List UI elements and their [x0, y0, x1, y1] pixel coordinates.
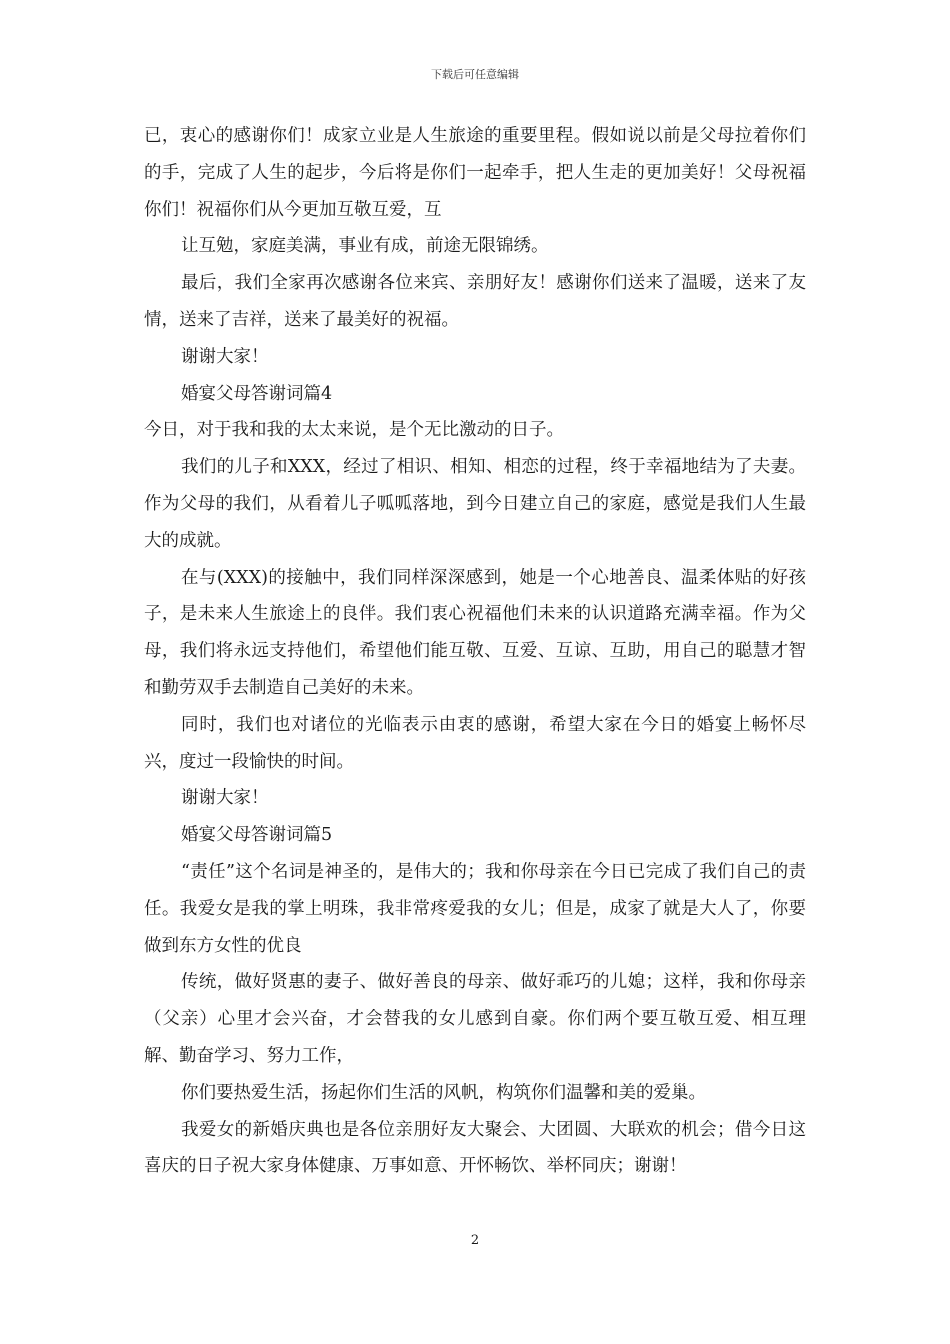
paragraph: 传统，做好贤惠的妻子、做好善良的母亲、做好乖巧的儿媳；这样，我和你母亲（父亲）心里才会兴奋，才会替我的女儿感到自豪。你们两个要互敬互爱、相互理解、勤奋学习、努力工作，	[144, 972, 806, 1066]
paragraph: 你们要热爱生活，扬起你们生活的风帆，构筑你们温馨和美的爱巢。	[181, 1082, 706, 1103]
paragraph: 谢谢大家！	[181, 788, 269, 809]
section-heading: 婚宴父母答谢词篇5	[181, 825, 333, 846]
section-heading: 婚宴父母答谢词篇4	[181, 383, 333, 404]
paragraph: “责任”这个名词是神圣的，是伟大的；我和你母亲在今日已完成了我们自己的责任。我爱女是我的掌上明珠，我非常疼爱我的女儿；但是，成家了就是大人了，你要做到东方女性的优良	[144, 861, 806, 956]
document-body	[144, 118, 806, 1185]
paragraph: 同时，我们也对诸位的光临表示由衷的感谢，希望大家在今日的婚宴上畅怀尽兴，度过一段愉快的时间。	[144, 714, 806, 772]
paragraph: 我们的儿子和XXX，经过了相识、相知、相恋的过程，终于幸福地结为了夫妻。作为父母的我们，从看着儿子呱呱落地，到今日建立自己的家庭，感觉是我们人生最大的成就。	[144, 457, 806, 551]
paragraph: 我爱女的新婚庆典也是各位亲朋好友大聚会、大团圆、大联欢的机会；借今日这喜庆的日子祝大家身体健康、万事如意、开怀畅饮、举杯同庆；谢谢！	[144, 1119, 806, 1177]
paragraph: 今日，对于我和我的太太来说，是个无比激动的日子。	[144, 420, 564, 441]
page-number: 2	[470, 1233, 480, 1248]
paragraph: 已，衷心的感谢你们！成家立业是人生旅途的重要里程。假如说以前是父母拉着你们的手，完成了人生的起步，今后将是你们一起牵手，把人生走的更加美好！父母祝福你们！祝福你们从今更加互敬互爱，互	[144, 126, 806, 220]
paragraph: 在与(XXX)的接触中，我们同样深深感到，她是一个心地善良、温柔体贴的好孩子，是未来人生旅途上的良伴。我们衷心祝福他们未来的认识道路充满幸福。作为父母，我们将永远支持他们，希望他们能互敬、互爱、互谅、互助，用自己的聪慧才智和勤劳双手去制造自己美好的未来。	[144, 567, 806, 698]
paragraph: 最后，我们全家再次感谢各位来宾、亲朋好友！感谢你们送来了温暖，送来了友情，送来了吉祥，送来了最美好的祝福。	[144, 273, 806, 330]
page-header: 下载后可任意编辑	[431, 68, 519, 81]
paragraph: 让互勉，家庭美满，事业有成，前途无限锦绣。	[181, 236, 549, 257]
paragraph: 谢谢大家！	[181, 346, 269, 367]
